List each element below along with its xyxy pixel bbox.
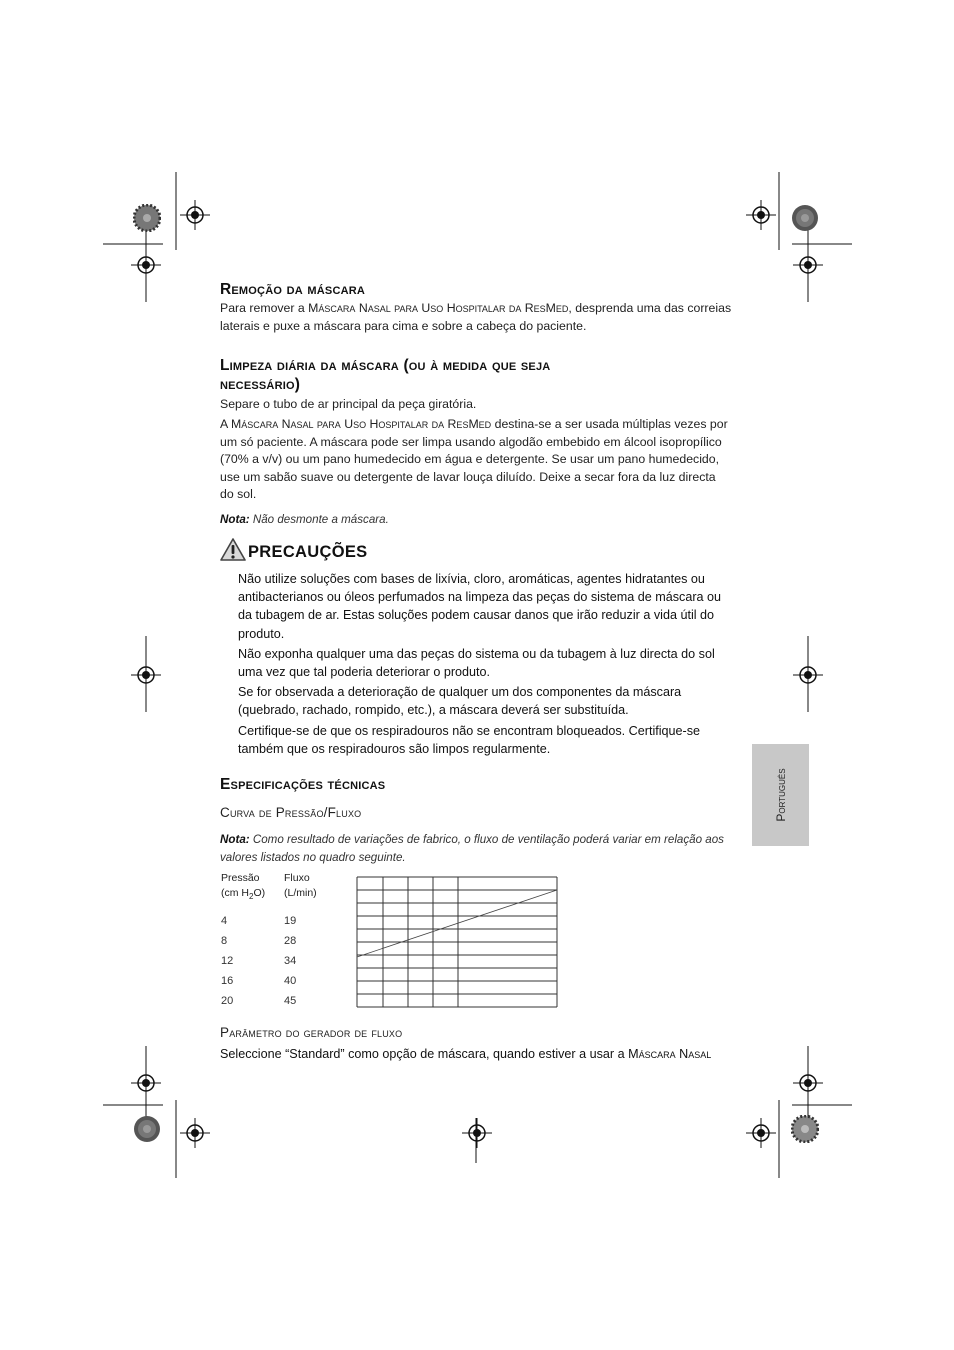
precautions-heading: PRECAUÇÕES <box>248 543 368 561</box>
registration-mark-icon <box>746 1118 776 1153</box>
flow-gen-product-name: Máscara Nasal <box>628 1047 712 1061</box>
pressure-values <box>221 911 233 1011</box>
registration-mark-icon <box>180 200 210 235</box>
warning-triangle-icon <box>220 538 246 567</box>
table-cell-pressure: 4 <box>221 915 228 927</box>
precaution-item: Não utilize soluções com bases de lixívia, cloro, aromáticas, agentes hidratantes ou antibacterianos ou óleos perfumados na limpeza das peças do sistema de máscara ou da tubagem de ar. Estas soluções podem causar danos que irão reduzir a vida útil do produto. <box>238 572 722 641</box>
language-side-tab <box>752 744 809 846</box>
color-calibration-wheel-icon <box>791 1115 819 1148</box>
removal-paragraph <box>220 300 732 335</box>
table-cell-flow: 45 <box>284 995 297 1007</box>
pressure-flow-line <box>357 890 557 957</box>
flow-label: Fluxo <box>284 872 310 884</box>
language-label: Português <box>773 768 788 822</box>
cleaning-heading <box>220 356 740 394</box>
cleaning-note <box>220 511 389 529</box>
specs-note <box>220 831 732 866</box>
registration-mark-icon <box>131 1068 161 1103</box>
flow-values <box>284 911 296 1011</box>
cleaning-heading-line2: necessário) <box>220 376 301 393</box>
flow-generator-paragraph <box>220 1045 750 1063</box>
pressure-flow-chart <box>356 876 558 1008</box>
table-cell-pressure: 16 <box>221 975 234 987</box>
note-text: Como resultado de variações de fabrico, o fluxo de ventilação poderá variar em relação aos valores listados no quadro seguinte. <box>220 833 724 864</box>
registration-mark-icon <box>793 1068 823 1103</box>
flow-column-header <box>284 871 317 901</box>
color-calibration-wheel-icon <box>133 204 161 237</box>
flow-gen-text: Seleccione “Standard” como opção de máscara, quando estiver a usar a <box>220 1047 629 1061</box>
registration-mark-icon <box>793 250 823 285</box>
table-cell-flow: 19 <box>284 915 297 927</box>
precaution-item: Não exponha qualquer uma das peças do sistema ou da tubagem à luz directa do sol uma vez que tal poderia deteriorar o produto. <box>238 646 715 680</box>
table-cell-pressure: 20 <box>221 995 234 1007</box>
registration-mark-icon <box>131 250 161 285</box>
unit-post: O) <box>253 887 266 899</box>
unit-sub: 2 <box>249 892 254 902</box>
precaution-item: Se for observada a deterioração de qualquer um dos componentes da máscara (quebrado, rachado, rompido, etc.), a máscara deverá ser substituída. <box>238 685 682 718</box>
cleaning-paragraph-2 <box>220 416 732 504</box>
table-cell-pressure: 12 <box>221 955 234 967</box>
precautions-list <box>238 570 734 758</box>
specs-heading: Especificações técnicas <box>220 776 386 793</box>
flow-unit: (L/min) <box>284 887 317 899</box>
registration-mark-icon <box>793 660 823 695</box>
cleaning-p2-post: destina-se a ser usada múltiplas vezes por um só paciente. A máscara pode ser limpa usando algodão embebido em álcool isopropílico (70% a v/v) ou um pano humedecido em água e detergente. Se usar um pano humedecido, use um sabão suave ou detergente de lavar louça diluído. Deixe a secar fora da luz directa do sol. <box>220 417 728 502</box>
chart-grid <box>357 877 557 1007</box>
removal-heading: Remoção da máscara <box>220 281 366 298</box>
removal-text-post: , desprenda uma das correias laterais e puxe a máscara para cima e sobre a cabeça do paciente. <box>220 301 732 333</box>
table-cell-flow: 40 <box>284 975 297 987</box>
pressure-unit <box>221 886 265 904</box>
color-calibration-wheel-icon <box>791 204 819 237</box>
pressure-label: Pressão <box>221 872 260 884</box>
precaution-item: Certifique-se de que os respiradouros não se encontram bloqueados. Certifique-se também que os respiradouros são limpos regularmente. <box>238 723 701 756</box>
removal-product-name: Máscara Nasal para Uso Hospitalar da ResMed <box>308 301 569 315</box>
removal-text-pre: Para remover a <box>220 301 309 315</box>
unit-pre: (cm H <box>221 887 249 899</box>
pressure-column-header <box>221 871 265 904</box>
note-label: Nota: <box>220 833 250 846</box>
table-cell-flow: 28 <box>284 935 297 947</box>
registration-mark-icon <box>180 1118 210 1153</box>
table-cell-pressure: 8 <box>221 935 228 947</box>
registration-mark-icon <box>746 200 776 235</box>
note-label: Nota: <box>220 513 250 526</box>
flow-generator-subheading: Parâmetro do gerador de fluxo <box>220 1025 403 1040</box>
cleaning-product-name: Máscara Nasal para Uso Hospitalar da ResMed <box>230 417 492 431</box>
center-crop-lines <box>438 1118 518 1168</box>
table-cell-flow: 34 <box>284 955 297 967</box>
curve-subheading: Curva de Pressão/Fluxo <box>220 805 362 820</box>
cleaning-p2-pre: A <box>220 417 231 431</box>
note-text: Não desmonte a máscara. <box>249 513 389 526</box>
registration-mark-icon <box>131 660 161 695</box>
cleaning-paragraph-1: Separe o tubo de ar principal da peça giratória. <box>220 397 477 411</box>
color-calibration-wheel-icon <box>133 1115 161 1148</box>
cleaning-heading-line1: Limpeza diária da máscara (ou à medida que seja <box>220 357 551 374</box>
